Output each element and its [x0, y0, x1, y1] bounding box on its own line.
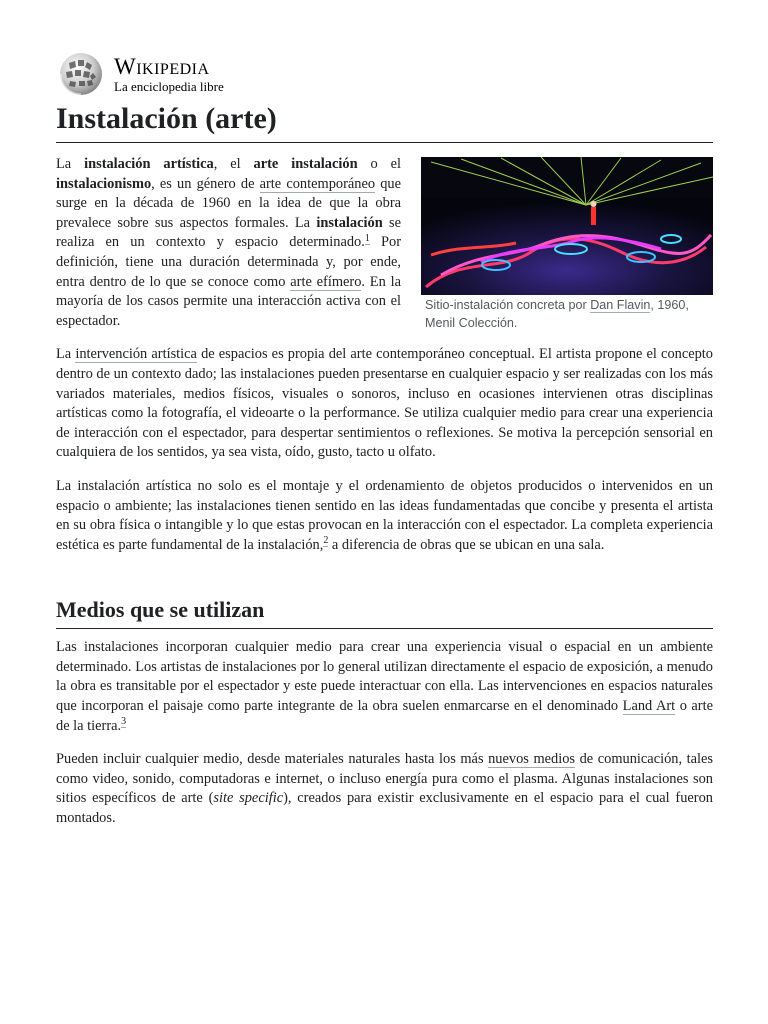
text: La instalación artística no solo es el montaje y el ordenamiento de objetos producidos o intervenidos en un espacio o ambiente; las instalaciones tienen sentido en las ideas fundamentadas que concibe y presenta el artista en su obra física o intangible y lo que estas provocan en la interacción con el espectador. La completa experiencia estética es parte fundamental de la instalación,	[56, 477, 713, 553]
text: o arte de la tierra.	[56, 698, 713, 734]
link-dan-flavin[interactable]: Dan Flavin	[590, 298, 651, 312]
link-nuevos-medios[interactable]: nuevos medios	[488, 751, 576, 768]
text: La	[56, 346, 76, 363]
text: o el	[357, 156, 401, 172]
article-page	[56, 50, 713, 829]
text: de espacios es propia del arte contemporáneo conceptual. El artista propone el concepto dentro de un contexto dado; las instalaciones pueden presentarse en cualquier espacio y ser realizadas con los más variados materiales, medios físicos, visuales o sonoros, incluso en ocasiones intervienen otras disciplinas artísticas como la fotografía, el videoarte o la performance. Se utiliza cualquier medio para crear una experiencia de interacción con el espectador, para despertar sentimientos o reflexiones. Se motiva la percepción sensorial en cualquiera de los sentidos, ya sea vista, oído, gusto, tacto u olfato.	[56, 346, 714, 461]
intro-section	[56, 149, 713, 331]
link-arte-efimero[interactable]: arte efímero	[290, 273, 362, 290]
text: La	[56, 156, 85, 172]
reference-2[interactable]: 2	[323, 534, 329, 546]
site-header	[56, 50, 713, 98]
reference-3[interactable]: 3	[121, 715, 127, 727]
text: que surge en la década de 1960 en la idea de que la obra prevalece sobre sus aspectos formales. La	[56, 175, 401, 231]
reference-1[interactable]: 1	[364, 232, 370, 244]
bold-term: arte instalación	[253, 156, 358, 172]
text: se realiza en un contexto y espacio determinado.	[56, 214, 401, 251]
page-title: Instalación (arte)	[56, 100, 713, 143]
text: Por definición, tiene una duración determinada y, por ende, entra dentro de lo que se conoce como	[56, 234, 401, 290]
link-arte-contemporaneo[interactable]: arte contemporáneo	[259, 175, 376, 192]
section-paragraph-2	[56, 750, 713, 828]
text: de comunicación, tales como video, sonido, computadoras e internet, o incluso energía pura como el plasma. Algunas instalaciones son sitios específicos de arte (	[56, 751, 714, 807]
figure-caption	[421, 296, 713, 332]
site-tagline: La enciclopedia libre	[114, 79, 224, 94]
bold-term: instalacionismo	[56, 175, 152, 192]
link-intervencion-artistica[interactable]: intervención artística	[75, 346, 197, 363]
link-land-art[interactable]: Land Art	[622, 698, 676, 715]
section-heading: Medios que se utilizan	[56, 595, 713, 629]
text: Pueden incluir cualquier medio, desde materiales naturales hasta los más	[56, 751, 489, 768]
italic-term: site specific	[213, 790, 284, 807]
text: ), creados para existir exclusivamente en el espacio para el cual fueron montados.	[56, 790, 713, 827]
text: . En la mayoría de los casos permite una interacción activa con el espectador.	[56, 273, 401, 329]
bold-term: instalación artística	[84, 156, 214, 172]
caption-text-end: , 1960, Menil Colección.	[425, 298, 689, 330]
text: a diferencia de obras que se ubican en una sala.	[328, 536, 605, 553]
text: Las instalaciones incorporan cualquier medio para crear una experiencia visual o espacial en un ambiente determinado. Los artistas de instalaciones por lo general utilizan directamente el espacio de exposición, a menudo la obra es transitable por el espectador y este puede interactuar con ella. Las intervenciones en espacios naturales que incorporan el paisaje como parte integrante de la obra suelen enmarcarse en el denominado	[56, 639, 713, 715]
bold-term: instalación	[316, 214, 383, 231]
paragraph-3	[56, 477, 713, 555]
site-name: Wikipedia	[114, 54, 210, 79]
paragraph-2	[56, 345, 713, 463]
wikipedia-wordmark[interactable]	[114, 55, 224, 93]
article-figure	[421, 157, 713, 332]
text: , es un género de	[151, 175, 260, 192]
installation-photo[interactable]	[421, 157, 713, 295]
wikipedia-globe-icon[interactable]	[56, 51, 106, 97]
text: , el	[213, 156, 254, 172]
caption-text: Sitio-instalación concreta por	[425, 298, 591, 312]
section-paragraph-1	[56, 638, 713, 736]
